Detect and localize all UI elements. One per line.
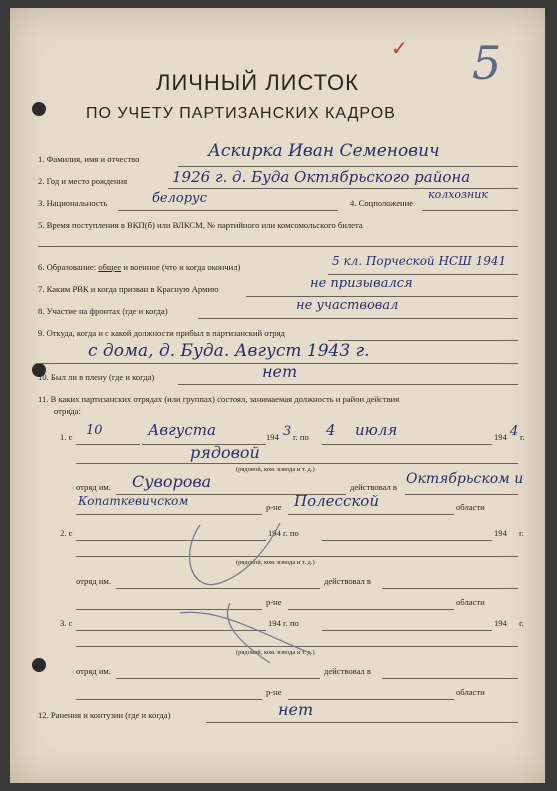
field-name-label: 1. Фамилия, имя и отчество xyxy=(38,154,140,164)
document-page: 5 ✓ ЛИЧНЫЙ ЛИСТОК ПО УЧЕТУ ПАРТИЗАНСКИХ КАДРОВ 1. Фамилия, имя и отчество Аскирка Иван Семенович 2. Год и место рождения 1926 г. д. Буда Октябрьского района 3. Национальность белорус 4. Соцположение колхозник 5. Время поступления в ВКП(б) или ВЛКСМ, № партийного или комсомольского билета 6. Образование: общее и военное (что и когда окончил) 5 кл. Порческой НСШ 1941 7. Каким РВК и когда призван в Красную Армию не призывался 8. Участие на фронтах (где и когда) не участвовал 9. Откуда, когда и с какой должности прибыл в партизанский отряд с дома, д. Буда. Август 1943 г. 10. Был ли в плену (где и когда) нет 11. В каких партизанских отрядах (или группах) состоял, занимаемая должность и район действия отряда: 1. с 10 Августа 194 3 г. по 4 июля 194 4 г. рядовой (рядовой, ком. взвода и т. д.) отряд им. Суворова действовал в Октябрьском и Копаткевичском р-не Полесской области 2. с 194 г. по 194 г. (рядовой, ком. взвода и т. д.) отряд им. действовал в р-не области 3. с 194 г. по 194 г. (рядовой, ком. взвода и т. д.) отряд им. действовал в р-не области 12. Ранения и контузии (где и когда) нет xyxy=(10,8,545,783)
field-social-label: 4. Соцположение xyxy=(350,198,414,208)
field-nationality-value: белорус xyxy=(152,191,207,206)
entry-1-month: Августа xyxy=(148,421,216,439)
punch-hole xyxy=(32,102,46,116)
field-front-value: не участвовал xyxy=(296,298,399,313)
entry-1-from-year: 3 xyxy=(283,424,292,439)
field-wounds-label: 12. Ранения и контузии (где и когда) xyxy=(38,710,171,720)
field-education-label: 6. Образование: общее и военное (что и когда окончил) xyxy=(38,262,241,272)
entry-1-district-b: Копаткевичском xyxy=(78,494,189,508)
corner-number-mark: 5 xyxy=(472,36,502,90)
entry-1-to-month: июля xyxy=(355,421,398,439)
entry-1-day: 10 xyxy=(86,423,103,438)
field-social-value: колхозник xyxy=(428,188,488,201)
entry-1-unit: Суворова xyxy=(132,472,212,491)
entry-1-district-a: Октябрьском и xyxy=(406,471,524,487)
check-mark-icon: ✓ xyxy=(391,36,408,60)
field-captivity-label: 10. Был ли в плену (где и когда) xyxy=(38,372,155,382)
field-birth-label: 2. Год и место рождения xyxy=(38,176,128,186)
field-birth-value: 1926 г. д. Буда Октябрьского района xyxy=(172,168,471,186)
field-nationality-label: 3. Национальность xyxy=(38,198,108,208)
entry-3-num: 3. с xyxy=(60,618,73,628)
entry-2-num: 2. с xyxy=(60,528,73,538)
field-arrival-label: 9. Откуда, когда и с какой должности прибыл в партизанский отряд xyxy=(38,328,285,338)
field-education-value: 5 кл. Порческой НСШ 1941 xyxy=(332,254,507,268)
field-units-label-2: отряда: xyxy=(54,406,81,416)
field-army-value: не призывался xyxy=(310,276,413,291)
field-wounds-value: нет xyxy=(278,700,314,719)
field-arrival-value: с дома, д. Буда. Август 1943 г. xyxy=(88,341,370,361)
crossed-out-scribble xyxy=(160,513,330,673)
field-name-value: Аскирка Иван Семенович xyxy=(208,141,440,161)
entry-1-num: 1. с xyxy=(60,432,73,442)
entry-1-region: Полесской xyxy=(294,492,379,510)
field-captivity-value: нет xyxy=(262,362,298,381)
page-subtitle: ПО УЧЕТУ ПАРТИЗАНСКИХ КАДРОВ xyxy=(86,105,396,122)
page-title: ЛИЧНЫЙ ЛИСТОК xyxy=(156,70,359,95)
field-front-label: 8. Участие на фронтах (где и когда) xyxy=(38,306,168,316)
entry-1-to-day: 4 xyxy=(326,421,336,439)
punch-hole xyxy=(32,658,46,672)
field-army-label: 7. Каким РВК и когда призван в Красную Армию xyxy=(38,284,219,294)
entry-1-position: рядовой xyxy=(190,443,260,462)
field-units-label: 11. В каких партизанских отрядах (или группах) состоял, занимаемая должность и район действия xyxy=(38,394,400,404)
entry-1-to-year: 4 xyxy=(510,424,519,439)
field-party-label: 5. Время поступления в ВКП(б) или ВЛКСМ, № партийного или комсомольского билета xyxy=(38,220,363,230)
